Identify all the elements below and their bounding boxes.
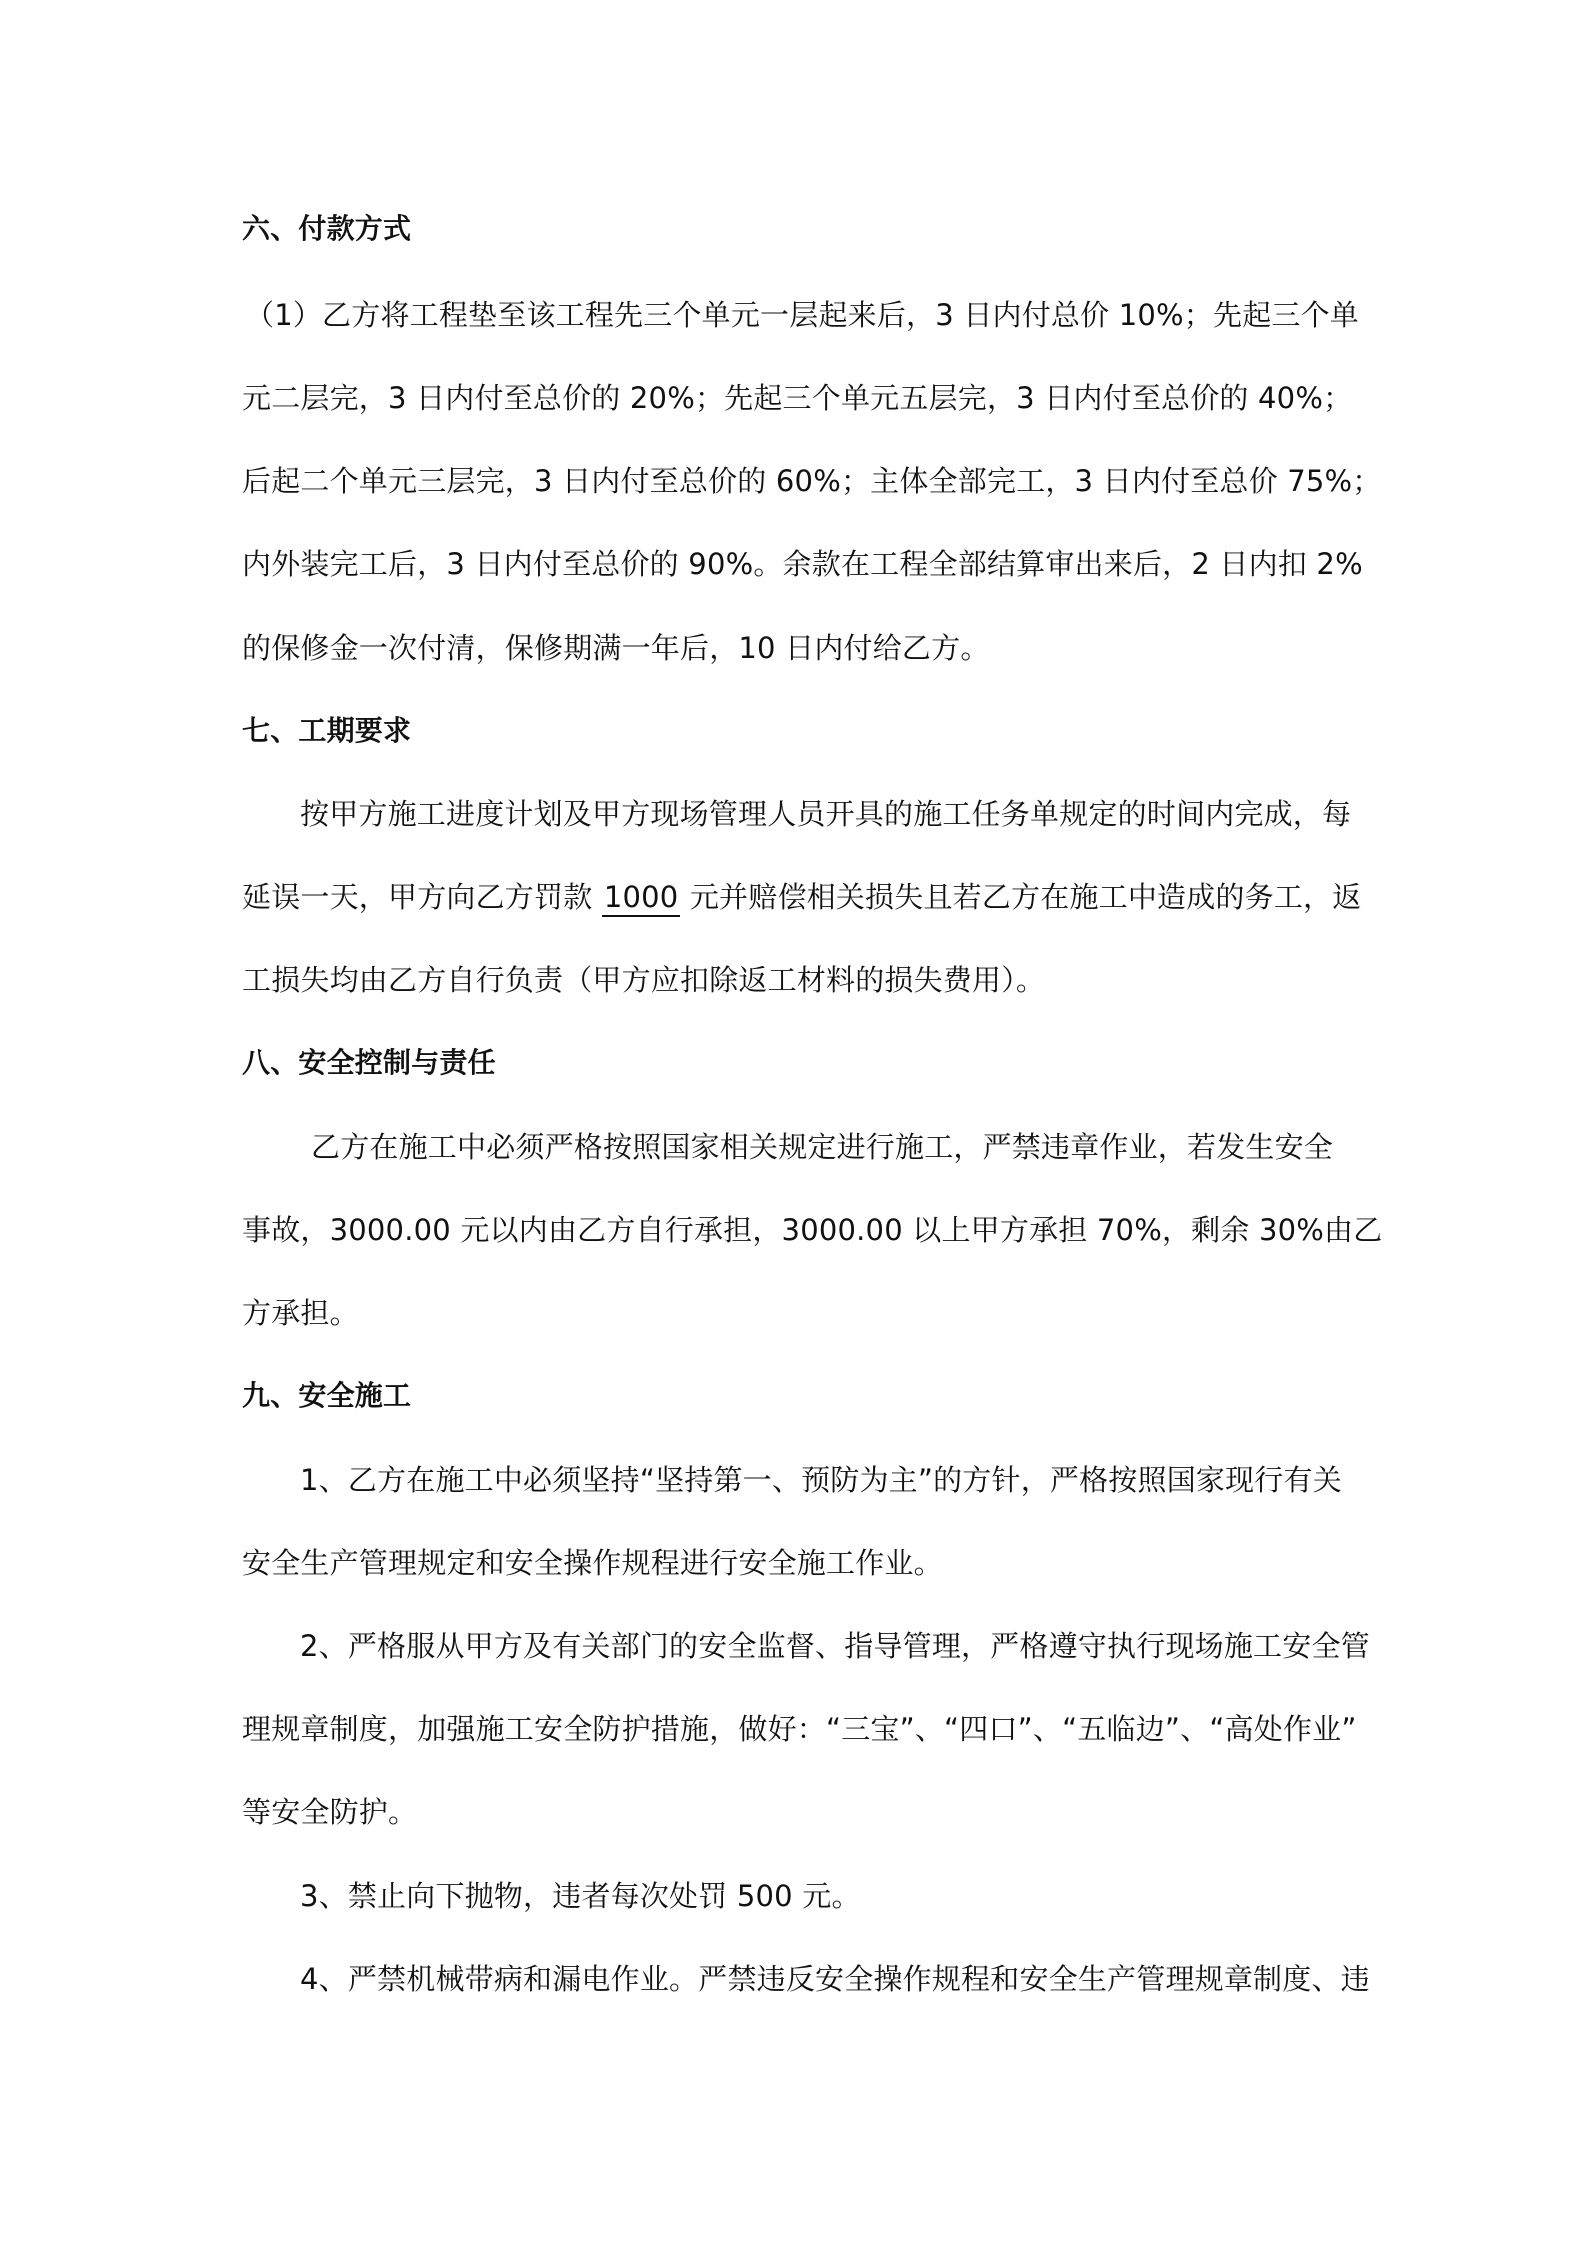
list-item-line: 等安全防护。 xyxy=(242,1795,418,1829)
list-item-line: 3、禁止向下抛物，违者每次处罚 500 元。 xyxy=(300,1879,861,1913)
section-heading-safe-construction: 九、安全施工 xyxy=(242,1379,412,1412)
paragraph-line: 事故，3000.00 元以内由乙方自行承担，3000.00 以上甲方承担 70%，剩余 30%由乙 xyxy=(242,1213,1383,1247)
paragraph-line-penalty xyxy=(242,877,1362,917)
section-heading-payment: 六、付款方式 xyxy=(242,212,412,245)
penalty-amount: 1000 xyxy=(602,879,681,917)
paragraph-line: 乙方在施工中必须严格按照国家相关规定进行施工，严禁违章作业，若发生安全 xyxy=(311,1130,1334,1164)
paragraph-line: 内外装完工后，3 日内付至总价的 90%。余款在工程全部结算审出来后，2 日内扣 2% xyxy=(242,547,1363,581)
section-heading-safety-control: 八、安全控制与责任 xyxy=(242,1046,496,1079)
list-item-line: 4、严禁机械带病和漏电作业。严禁违反安全操作规程和安全生产管理规章制度、违 xyxy=(300,1962,1370,1996)
text-segment: 延误一天，甲方向乙方罚款 xyxy=(242,880,602,914)
paragraph-line: 方承担。 xyxy=(242,1296,359,1330)
section-heading-schedule: 七、工期要求 xyxy=(242,714,412,747)
paragraph-line: 按甲方施工进度计划及甲方现场管理人员开具的施工任务单规定的时间内完成，每 xyxy=(300,797,1352,831)
list-item-line: 1、乙方在施工中必须坚持“坚持第一、预防为主”的方针，严格按照国家现行有关 xyxy=(300,1463,1342,1497)
list-item-line: 理规章制度，加强施工安全防护措施，做好：“三宝”、“四口”、“五临边”、“高处作业” xyxy=(242,1712,1357,1746)
paragraph-line: 元二层完，3 日内付至总价的 20%；先起三个单元五层完，3 日内付至总价的 40%； xyxy=(242,381,1353,415)
paragraph-line: 后起二个单元三层完，3 日内付至总价的 60%；主体全部完工，3 日内付至总价 75%； xyxy=(242,464,1382,498)
list-item-line: 安全生产管理规定和安全操作规程进行安全施工作业。 xyxy=(242,1546,943,1580)
paragraph-line: （1）乙方将工程垫至该工程先三个单元一层起来后，3 日内付总价 10%；先起三个单 xyxy=(245,298,1359,332)
paragraph-line: 的保修金一次付清，保修期满一年后，10 日内付给乙方。 xyxy=(242,631,990,665)
text-segment: 元并赔偿相关损失且若乙方在施工中造成的务工，返 xyxy=(680,880,1362,914)
paragraph-line: 工损失均由乙方自行负责（甲方应扣除返工材料的损失费用）。 xyxy=(242,963,1046,997)
list-item-line: 2、严格服从甲方及有关部门的安全监督、指导管理，严格遵守执行现场施工安全管 xyxy=(300,1629,1370,1663)
